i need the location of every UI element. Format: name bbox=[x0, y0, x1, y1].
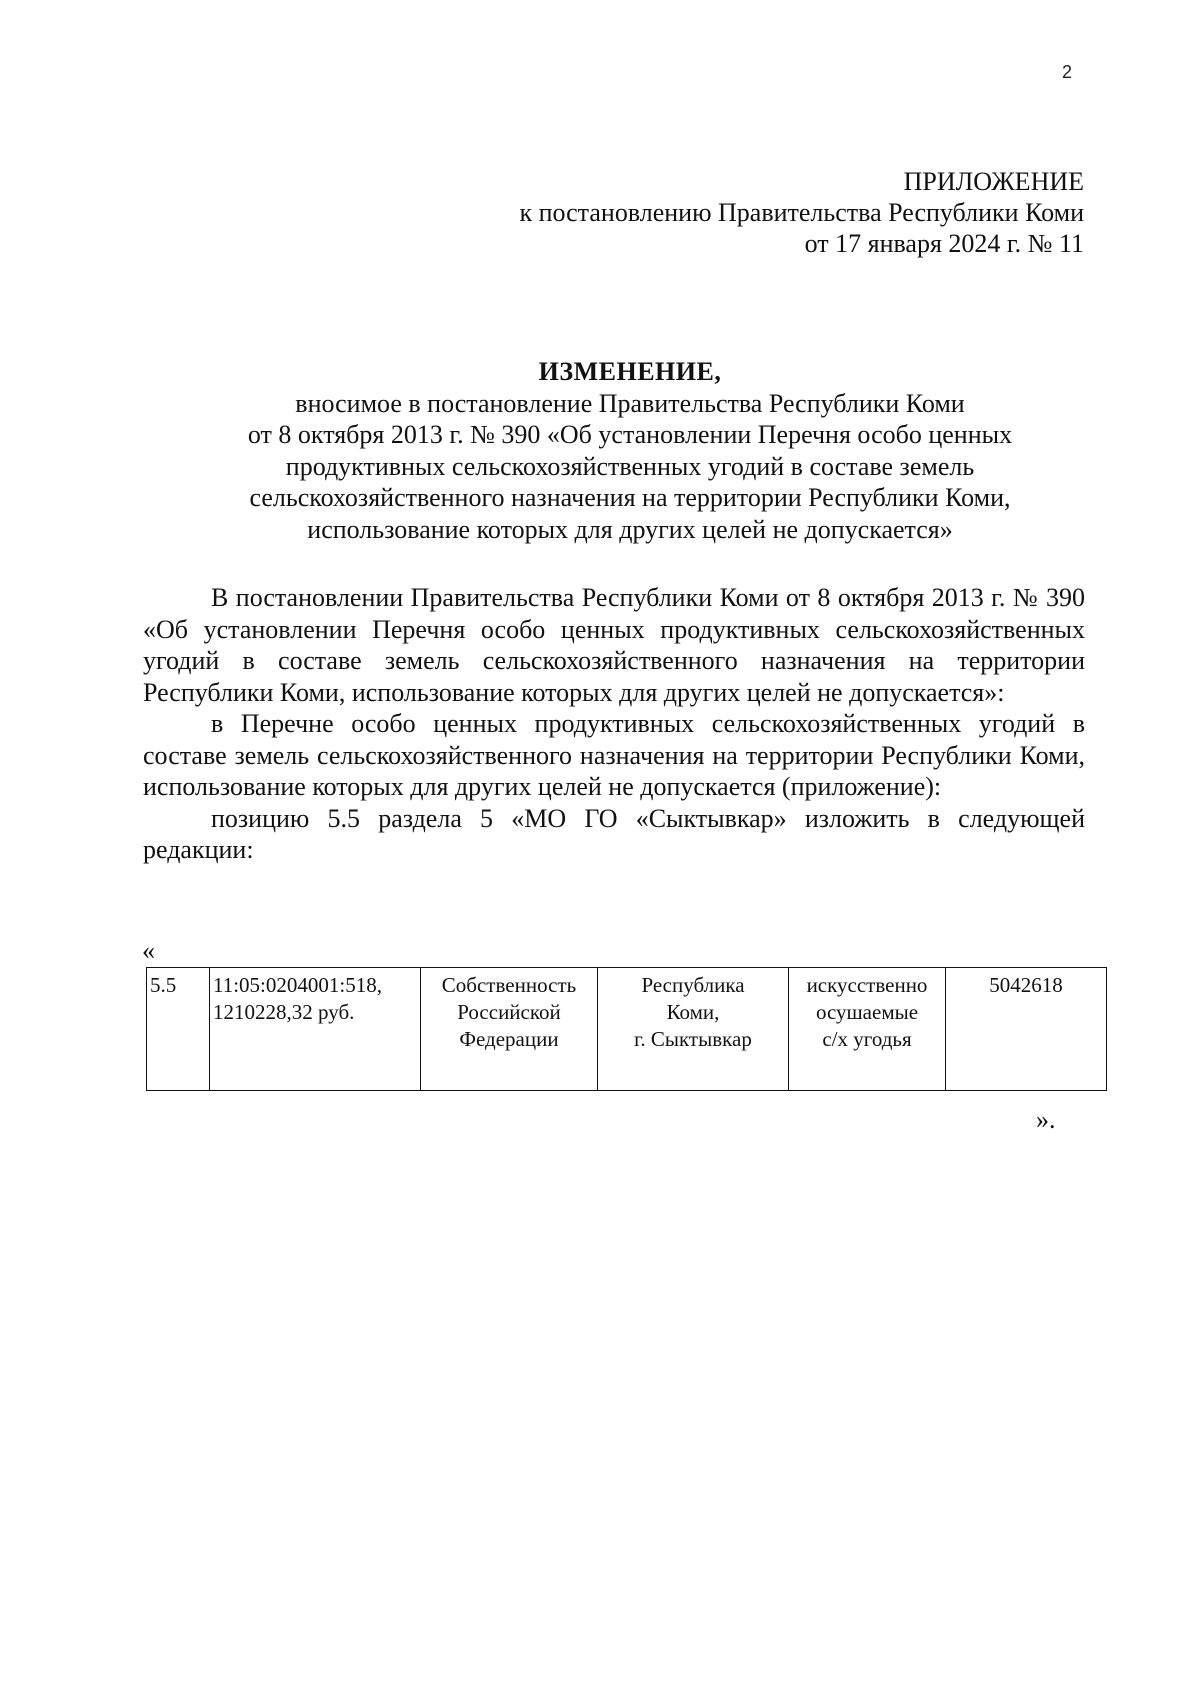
cadastral-number: 11:05:0204001:518, bbox=[213, 973, 382, 997]
appendix-reference: к постановлению Правительства Республики Коми bbox=[519, 198, 1084, 227]
appendix-header bbox=[364, 166, 1084, 259]
heading-line: продуктивных сельскохозяйственных угодий в составе земель bbox=[285, 451, 975, 481]
document-heading bbox=[130, 356, 1130, 545]
location-line: Коми, bbox=[666, 1000, 720, 1024]
cell-area: 5042618 bbox=[946, 968, 1107, 1091]
cadastral-value: 1210228,32 руб. bbox=[213, 1000, 355, 1024]
appendix-title: ПРИЛОЖЕНИЕ bbox=[903, 167, 1084, 196]
land-type-line: осушаемые bbox=[815, 1000, 919, 1024]
table-row bbox=[147, 968, 1107, 1091]
page-number: 2 bbox=[1062, 62, 1073, 82]
heading-line: использование которых для других целей не допускается» bbox=[307, 514, 953, 544]
heading-line: сельскохозяйственного назначения на территории Республики Коми, bbox=[249, 483, 1011, 512]
location-line: Республика bbox=[641, 973, 745, 997]
cell-location bbox=[598, 968, 789, 1091]
heading-line: вносимое в постановление Правительства Республики Коми bbox=[295, 388, 965, 418]
cell-owner bbox=[421, 968, 598, 1091]
document-body bbox=[143, 582, 1085, 866]
body-paragraph: позицию 5.5 раздела 5 «МО ГО «Сыктывкар» изложить в следующей редакции: bbox=[143, 803, 1085, 864]
closing-quote: ». bbox=[1036, 1105, 1056, 1134]
cell-position: 5.5 bbox=[147, 968, 210, 1091]
cell-land-type bbox=[789, 968, 946, 1091]
opening-quote: « bbox=[142, 936, 155, 965]
cell-cadastral bbox=[210, 968, 421, 1091]
heading-title: ИЗМЕНЕНИЕ, bbox=[538, 357, 722, 386]
heading-line: от 8 октября 2013 г. № 390 «Об установлении Перечня особо ценных bbox=[247, 420, 1013, 449]
land-type-line: искусственно bbox=[806, 973, 928, 997]
owner-line: Федерации bbox=[459, 1027, 559, 1051]
owner-line: Собственность bbox=[441, 973, 577, 997]
body-paragraph: В постановлении Правительства Республики Коми от 8 октября 2013 г. № 390 «Об установлении Перечня особо ценных продуктивных сельскохозяйственных угодий в составе земель сельскохозяйственного назначения на территории Республики Коми, использование которых для других целей не допускается»: bbox=[143, 583, 1085, 707]
land-type-line: с/х угодья bbox=[822, 1027, 912, 1051]
owner-line: Российской bbox=[457, 1000, 561, 1024]
amendment-table bbox=[146, 967, 1107, 1091]
body-paragraph: в Перечне особо ценных продуктивных сельскохозяйственных угодий в составе земель сельскохозяйственного назначения на территории Республики Коми, использование которых для других целей не допускается (приложение): bbox=[143, 709, 1085, 801]
appendix-date: от 17 января 2024 г. № 11 bbox=[804, 229, 1084, 258]
location-line: г. Сыктывкар bbox=[634, 1027, 752, 1051]
